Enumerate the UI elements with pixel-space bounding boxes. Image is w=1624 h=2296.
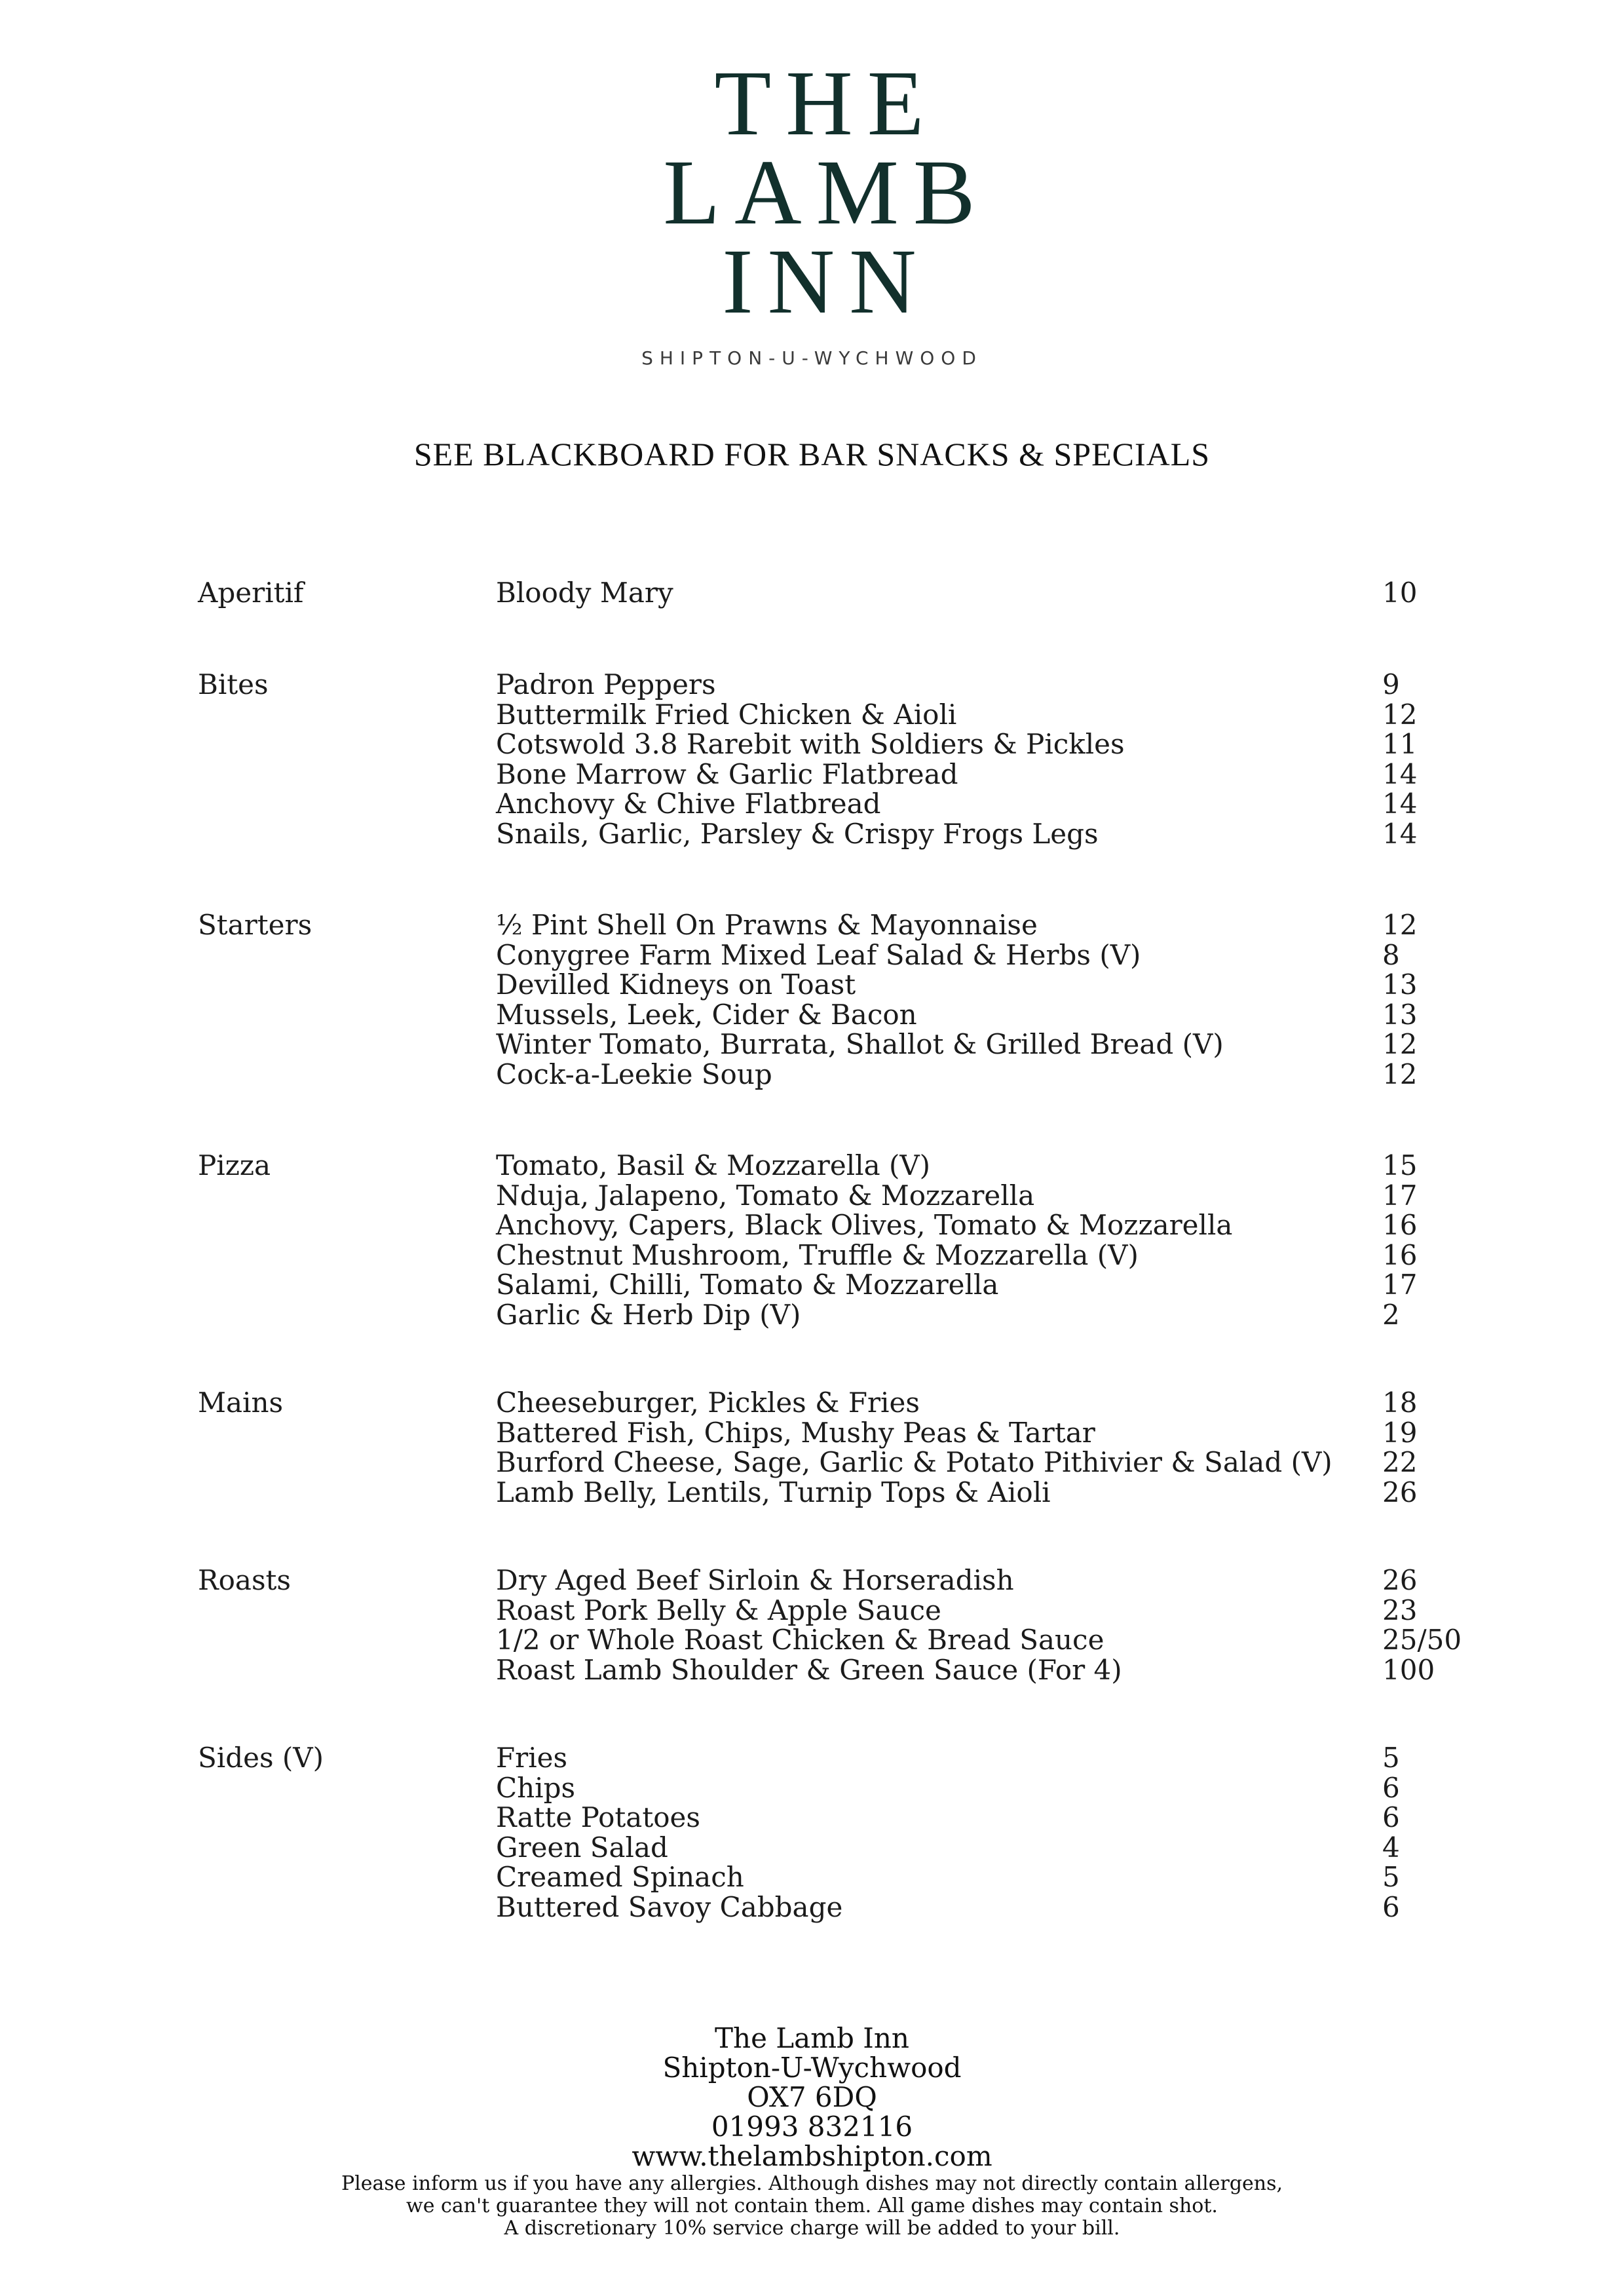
menu-item-name: Green Salad <box>496 1831 668 1864</box>
menu-item-name: Cotswold 3.8 Rarebit with Soldiers & Pickles <box>496 728 1125 760</box>
menu-item-price: 26 <box>1382 1476 1418 1508</box>
footer-postcode: OX7 6DQ <box>747 2081 877 2113</box>
menu-item-name: Salami, Chilli, Tomato & Mozzarella <box>496 1269 999 1301</box>
menu-item-name: Tomato, Basil & Mozzarella (V) <box>496 1149 931 1181</box>
menu-item-price: 25/50 <box>1382 1624 1462 1656</box>
section-label: Sides (V) <box>198 1742 324 1774</box>
allergy-note-2: we can't guarantee they will not contain them. All game dishes may contain shot. <box>406 2194 1218 2217</box>
menu-item-name: Bloody Mary <box>496 577 673 609</box>
specials-notice: SEE BLACKBOARD FOR BAR SNACKS & SPECIALS <box>413 436 1211 472</box>
menu-item-price: 6 <box>1382 1801 1400 1833</box>
menu-item-name: Lamb Belly, Lentils, Turnip Tops & Aioli <box>496 1476 1051 1508</box>
menu-item-price: 17 <box>1382 1179 1418 1212</box>
menu-item-price: 5 <box>1382 1742 1400 1774</box>
footer-phone: 01993 832116 <box>711 2111 913 2143</box>
logo-line-the: THE <box>714 51 939 155</box>
menu-item-name: Bone Marrow & Garlic Flatbread <box>496 757 958 790</box>
menu-item-price: 12 <box>1382 1058 1418 1090</box>
section-label: Pizza <box>198 1149 271 1181</box>
menu-item-price: 14 <box>1382 757 1418 790</box>
menu-item-price: 8 <box>1382 938 1400 971</box>
menu-item-name: Anchovy & Chive Flatbread <box>496 788 881 820</box>
menu-item-name: Fries <box>496 1742 568 1774</box>
menu-item-name: Conygree Farm Mixed Leaf Salad & Herbs (V) <box>496 938 1141 971</box>
menu-item-name: Cheeseburger, Pickles & Fries <box>496 1387 920 1419</box>
section-label: Starters <box>198 909 312 941</box>
menu-item-name: Buttered Savoy Cabbage <box>496 1890 843 1923</box>
section-label: Bites <box>198 668 269 700</box>
menu-item-name: Snails, Garlic, Parsley & Crispy Frogs Legs <box>496 817 1099 850</box>
menu-item-price: 6 <box>1382 1771 1400 1804</box>
menu-item-name: Winter Tomato, Burrata, Shallot & Grilled Bread (V) <box>496 1028 1224 1060</box>
menu-item-price: 5 <box>1382 1861 1400 1893</box>
menu-item-price: 4 <box>1382 1831 1400 1864</box>
menu-item-price: 23 <box>1382 1594 1418 1626</box>
menu-item-price: 10 <box>1382 577 1418 609</box>
menu-item-price: 15 <box>1382 1149 1418 1181</box>
menu-item-name: Anchovy, Capers, Black Olives, Tomato & Mozzarella <box>496 1209 1233 1241</box>
menu-item-price: 13 <box>1382 998 1418 1031</box>
menu-item-price: 16 <box>1382 1209 1418 1241</box>
menu-item-price: 12 <box>1382 909 1418 941</box>
service-charge-note: A discretionary 10% service charge will be added to your bill. <box>504 2217 1120 2240</box>
section-label: Mains <box>198 1387 284 1419</box>
menu-item-name: Mussels, Leek, Cider & Bacon <box>496 998 917 1031</box>
menu-item-name: ½ Pint Shell On Prawns & Mayonnaise <box>496 909 1038 941</box>
menu-item-price: 12 <box>1382 698 1418 731</box>
menu-item-price: 12 <box>1382 1028 1418 1060</box>
menu-item-name: 1/2 or Whole Roast Chicken & Bread Sauce <box>496 1624 1105 1656</box>
menu-item-name: Roast Lamb Shoulder & Green Sauce (For 4) <box>496 1653 1122 1686</box>
menu-item-price: 13 <box>1382 968 1418 1001</box>
footer-name: The Lamb Inn <box>715 2022 909 2054</box>
menu-item-name: Ratte Potatoes <box>496 1801 700 1833</box>
menu-item-price: 11 <box>1382 728 1418 760</box>
menu-item-name: Buttermilk Fried Chicken & Aioli <box>496 698 957 731</box>
menu-item-name: Cock-a-Leekie Soup <box>496 1058 772 1090</box>
menu-item-price: 16 <box>1382 1238 1418 1271</box>
menu-item-price: 9 <box>1382 668 1400 700</box>
menu-item-price: 14 <box>1382 817 1418 850</box>
allergy-note-1: Please inform us if you have any allergies. Although dishes may not directly contain allergens, <box>341 2172 1283 2195</box>
logo-line-inn: INN <box>722 229 931 333</box>
menu-item-name: Roast Pork Belly & Apple Sauce <box>496 1594 941 1626</box>
section-label: Roasts <box>198 1564 291 1596</box>
footer-website[interactable]: www.thelambshipton.com <box>632 2140 992 2172</box>
menu-item-name: Chestnut Mushroom, Truffle & Mozzarella (V) <box>496 1238 1139 1271</box>
menu-item-price: 17 <box>1382 1269 1418 1301</box>
menu-item-price: 2 <box>1382 1298 1400 1331</box>
section-label: Aperitif <box>198 577 304 609</box>
menu-item-price: 6 <box>1382 1890 1400 1923</box>
menu-item-price: 22 <box>1382 1446 1418 1478</box>
location-subtitle: SHIPTON-U-WYCHWOOD <box>641 347 983 369</box>
menu-item-name: Padron Peppers <box>496 668 716 700</box>
menu-item-name: Dry Aged Beef Sirloin & Horseradish <box>496 1564 1014 1596</box>
footer-town: Shipton-U-Wychwood <box>662 2052 962 2084</box>
menu-item-name: Creamed Spinach <box>496 1861 744 1893</box>
logo-line-lamb: LAMB <box>663 140 990 244</box>
menu-item-name: Battered Fish, Chips, Mushy Peas & Tartar <box>496 1416 1095 1449</box>
menu-item-name: Chips <box>496 1771 576 1804</box>
menu-item-price: 18 <box>1382 1387 1418 1419</box>
menu-item-price: 26 <box>1382 1564 1418 1596</box>
menu-item-name: Devilled Kidneys on Toast <box>496 968 856 1001</box>
menu-item-price: 19 <box>1382 1416 1418 1449</box>
menu-item-price: 100 <box>1382 1653 1435 1686</box>
menu-item-name: Nduja, Jalapeno, Tomato & Mozzarella <box>496 1179 1035 1212</box>
menu-item-price: 14 <box>1382 788 1418 820</box>
menu-item-name: Garlic & Herb Dip (V) <box>496 1298 801 1331</box>
menu-item-name: Burford Cheese, Sage, Garlic & Potato Pithivier & Salad (V) <box>496 1446 1332 1478</box>
